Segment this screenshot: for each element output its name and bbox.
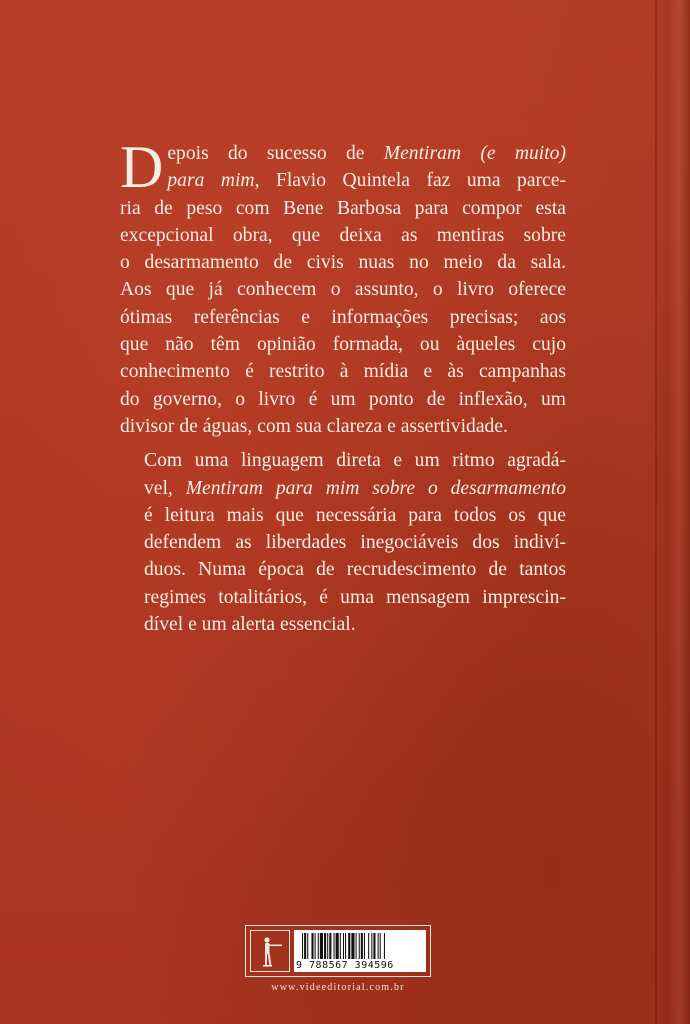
publisher-logo [250,930,290,972]
barcode-bar [343,933,344,959]
barcode-bar [359,933,360,959]
barcode-bar [364,933,365,959]
barcode-bar [368,933,369,959]
blurb-line: conhecimento é restrito à mídia e às campanhas [120,361,566,383]
barcode-bar [329,933,331,959]
barcode-bar [311,933,313,959]
back-cover-blurb [120,134,567,638]
blurb-line: regimes totalitários, é uma mensagem imprescin- [144,586,566,608]
barcode-bar [380,933,381,959]
barcode-bar [356,933,357,959]
barcode-bar [361,933,363,959]
blurb-line: dível e um alerta essencial. [144,614,356,636]
blurb-line: que não têm opinião formada, ou àqueles cujo [120,334,566,356]
blurb-line: excepcional obra, que deixa as mentiras sobre [120,224,566,246]
barcode-bar [378,933,379,959]
blurb-line: do governo, o livro é um ponto de inflexão, um [120,388,566,410]
spine-edge [654,0,690,1024]
blurb-line: Com uma linguagem direta e um ritmo agradá- [144,450,566,472]
barcode-bar [315,933,316,959]
barcode-bar [371,933,372,959]
blurb-line: duos. Numa época de recrudescimento de tantos [144,559,566,581]
blurb-line: é leitura mais que necessária para todos os que [144,504,566,526]
blurb-line: ótimas referências e informações precisas; aos [120,306,566,328]
barcode-bar [334,933,335,959]
barcode-bar [302,933,303,959]
barcode-bar [318,933,319,959]
blurb-line: vel, Mentiram para mim sobre o desarmamento [144,477,567,499]
barcode-bar [336,933,339,959]
barcode-bars [294,930,426,960]
barcode-bar [304,933,306,959]
barcode-block [245,925,431,977]
barcode-bar [340,933,341,959]
barcode-bar [384,933,385,959]
barcode-bar [327,933,328,959]
barcode-bar [351,933,354,959]
barcode-bar [320,933,323,959]
isbn-barcode [294,930,426,972]
blurb-line: divisor de águas, com sua clareza e assertividade. [120,415,508,437]
barcode-bar [345,933,346,959]
blurb-line: defendem as liberdades inegociáveis dos indiví- [144,532,566,554]
hunter-silhouette-icon [251,931,289,971]
blurb-line: ria de peso com Bene Barbosa para compor esta [120,197,566,219]
isbn-number: 9 788567 394596 [296,960,424,971]
blurb-line: para mim, Flavio Quintela faz uma parce- [167,170,566,192]
barcode-bar [307,933,308,959]
barcode-bar [324,933,326,959]
publisher-website: www.videeditorial.com.br [271,982,405,993]
barcode-bar [348,933,350,959]
barcode-bar [373,933,375,959]
blurb-line: epois do sucesso de Mentiram (e muito) [167,143,566,164]
blurb-line: o desarmamento de civis nuas no meio da sala. [120,252,566,274]
blurb-paragraph-1 [120,134,566,440]
blurb-paragraph-2 [120,447,566,638]
blurb-line: Aos que já conhecem o assunto, o livro oferece [120,279,566,301]
drop-cap: D [120,134,164,200]
